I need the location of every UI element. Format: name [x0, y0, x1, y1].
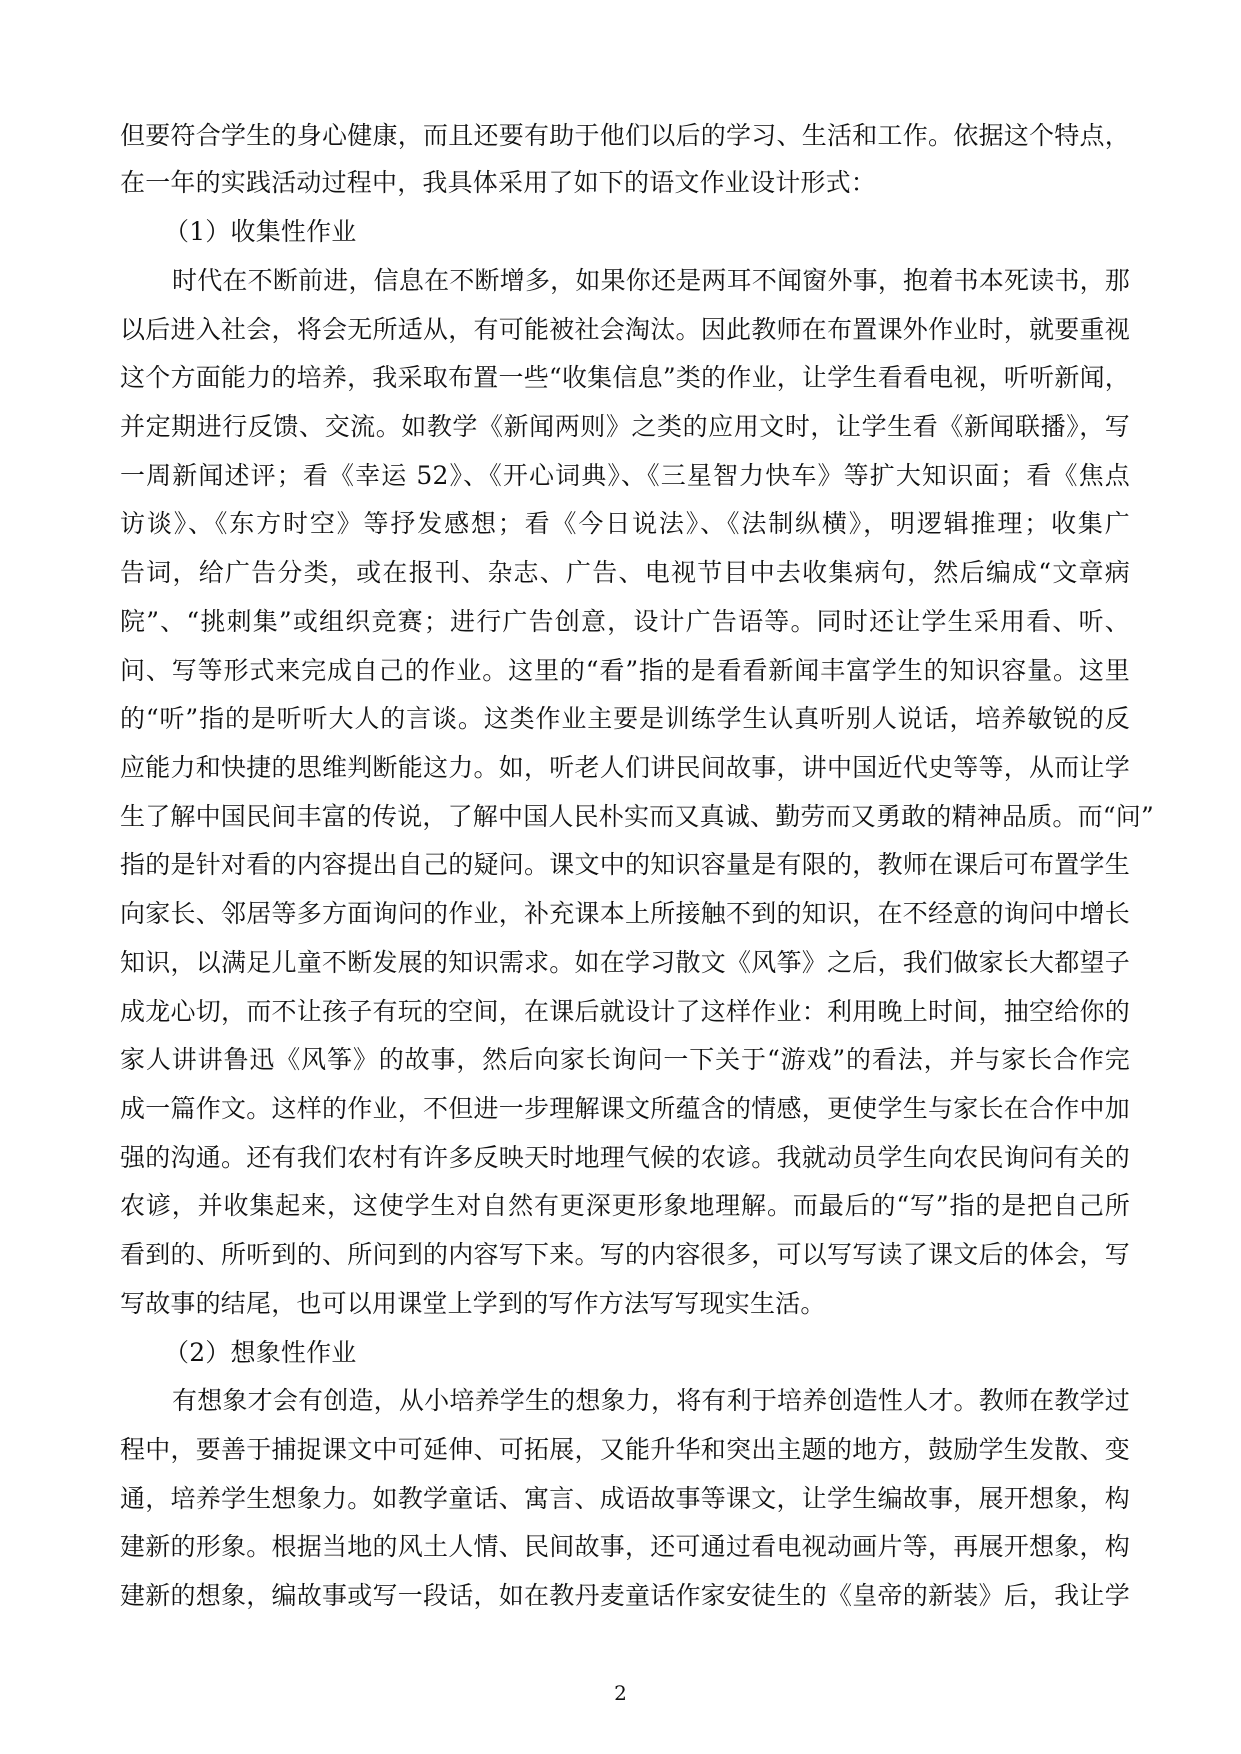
text-line: 时代在不断前进，信息在不断增多，如果你还是两耳不闻窗外事，抱着书本死读书，那	[172, 266, 1130, 295]
text-line: 知识，以满足儿童不断发展的知识需求。如在学习散文《风筝》之后，我们做家长大都望子	[120, 948, 1130, 977]
text-line: 有想象才会有创造，从小培养学生的想象力，将有利于培养创造性人才。教师在教学过	[172, 1386, 1130, 1415]
text-line: 指的是针对看的内容提出自己的疑问。课文中的知识容量是有限的，教师在课后可布置学生	[120, 850, 1130, 879]
text-line: 农谚，并收集起来，这使学生对自然有更深更形象地理解。而最后的“写”指的是把自己所	[120, 1191, 1130, 1220]
text-line: 的“听”指的是听听大人的言谈。这类作业主要是训练学生认真听别人说话，培养敏锐的反	[120, 704, 1130, 733]
text-line: 但要符合学生的身心健康，而且还要有助于他们以后的学习、生活和工作。依据这个特点，	[120, 121, 1130, 150]
text-line: 看到的、所听到的、所问到的内容写下来。写的内容很多，可以写写读了课文后的体会，写	[120, 1240, 1130, 1269]
text-line: 一周新闻述评；看《幸运 52》、《开心词典》、《三星智力快车》等扩大知识面；看《焦点	[120, 461, 1130, 490]
text-line: 并定期进行反馈、交流。如教学《新闻两则》之类的应用文时，让学生看《新闻联播》，写	[120, 412, 1130, 441]
text-line: 成一篇作文。这样的作业，不但进一步理解课文所蕴含的情感，更使学生与家长在合作中加	[120, 1094, 1130, 1123]
text-line: 程中，要善于捕捉课文中可延伸、可拓展，又能升华和突出主题的地方，鼓励学生发散、变	[120, 1435, 1130, 1464]
section-heading-imagination-homework: （2）想象性作业	[164, 1338, 357, 1367]
text-line: 访谈》、《东方时空》等抒发感想；看《今日说法》、《法制纵横》，明逻辑推理；收集广	[120, 509, 1130, 538]
text-line: 应能力和快捷的思维判断能这力。如，听老人们讲民间故事，讲中国近代史等等，从而让学	[120, 753, 1130, 782]
section-heading-collection-homework: （1）收集性作业	[164, 217, 357, 246]
text-line: 生了解中国民间丰富的传说，了解中国人民朴实而又真诚、勤劳而又勇敢的精神品质。而“问”	[120, 802, 1154, 831]
text-line: 向家长、邻居等多方面询问的作业，补充课本上所接触不到的知识，在不经意的询问中增长	[120, 899, 1130, 928]
text-line: 院”、“挑刺集”或组织竞赛；进行广告创意，设计广告语等。同时还让学生采用看、听、	[120, 607, 1130, 636]
page-number: 2	[614, 1681, 627, 1705]
text-line: 以后进入社会，将会无所适从，有可能被社会淘汰。因此教师在布置课外作业时，就要重视	[120, 315, 1130, 344]
text-line: 建新的想象，编故事或写一段话，如在教丹麦童话作家安徒生的《皇帝的新装》后，我让学	[120, 1581, 1130, 1610]
text-line: 写故事的结尾，也可以用课堂上学到的写作方法写写现实生活。	[120, 1289, 826, 1318]
text-line: 这个方面能力的培养，我采取布置一些“收集信息”类的作业，让学生看看电视，听听新闻，	[120, 363, 1130, 392]
text-line: 成龙心切，而不让孩子有玩的空间，在课后就设计了这样作业：利用晚上时间，抽空给你的	[120, 997, 1130, 1026]
text-line: 强的沟通。还有我们农村有许多反映天时地理气候的农谚。我就动员学生向农民询问有关的	[120, 1143, 1130, 1172]
text-line: 家人讲讲鲁迅《风筝》的故事，然后向家长询问一下关于“游戏”的看法，并与家长合作完	[120, 1045, 1130, 1074]
text-line: 告词，给广告分类，或在报刊、杂志、广告、电视节目中去收集病句，然后编成“文章病	[120, 558, 1130, 587]
text-line: 建新的形象。根据当地的风土人情、民间故事，还可通过看电视动画片等，再展开想象，构	[120, 1532, 1130, 1561]
text-line: 问、写等形式来完成自己的作业。这里的“看”指的是看看新闻丰富学生的知识容量。这里	[120, 656, 1130, 685]
text-line: 在一年的实践活动过程中，我具体采用了如下的语文作业设计形式：	[120, 168, 877, 197]
text-line: 通，培养学生想象力。如教学童话、寓言、成语故事等课文，让学生编故事，展开想象，构	[120, 1484, 1130, 1513]
